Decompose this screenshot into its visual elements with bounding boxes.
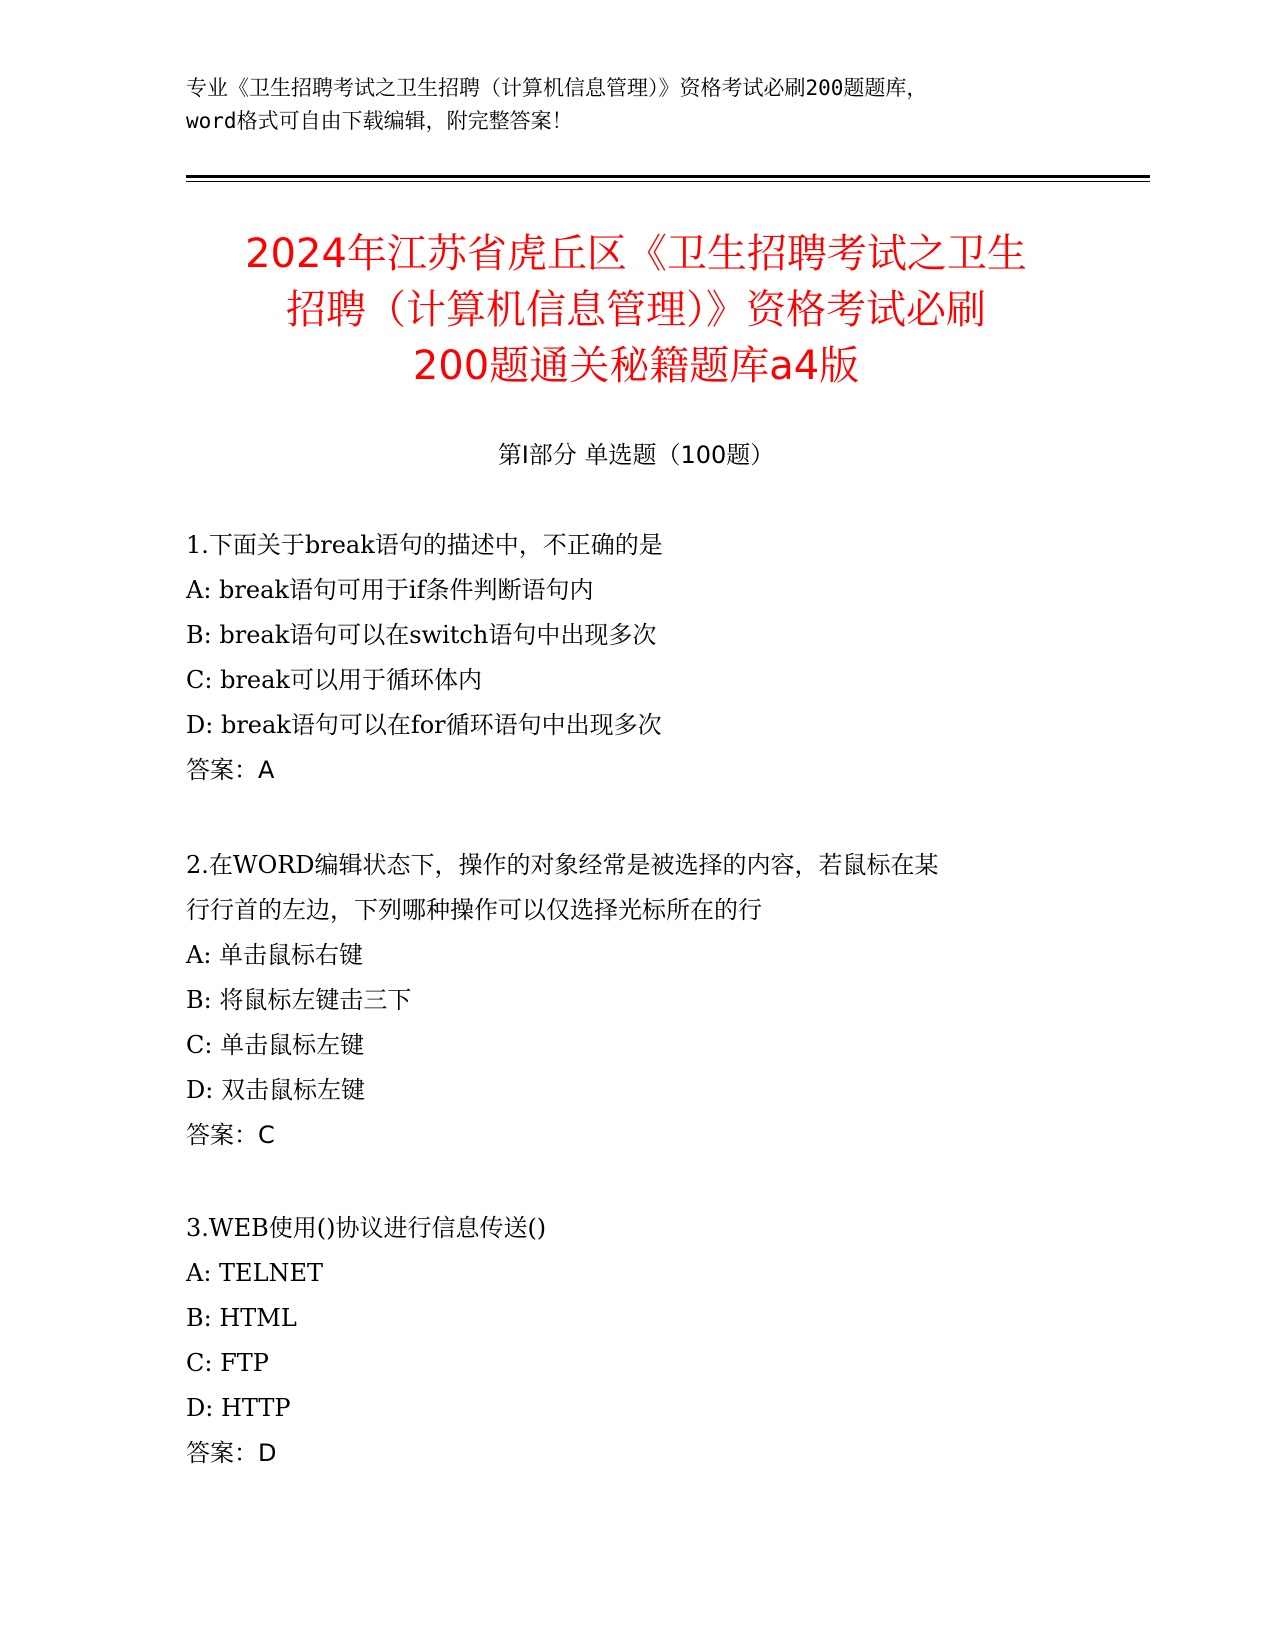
- option-c: C: 单击鼠标左键: [186, 1031, 365, 1059]
- answer: 答案：D: [186, 1439, 277, 1467]
- header-note-line: 专业《卫生招聘考试之卫生招聘（计算机信息管理）》资格考试必刷200题题库，: [186, 76, 928, 100]
- option-a: A: break语句可用于if条件判断语句内: [186, 576, 594, 604]
- option-a: A: TELNET: [186, 1259, 324, 1287]
- option-a: A: 单击鼠标右键: [186, 941, 364, 969]
- header-note: [186, 72, 1086, 138]
- option-d: D: 双击鼠标左键: [186, 1076, 365, 1104]
- header-note-line: word格式可自由下载编辑，附完整答案！: [186, 109, 573, 133]
- option-b: B: HTML: [186, 1304, 297, 1332]
- question-stem: 行行首的左边，下列哪种操作可以仅选择光标所在的行: [186, 896, 762, 924]
- answer: 答案：C: [186, 1121, 275, 1149]
- option-d: D: break语句可以在for循环语句中出现多次: [186, 711, 662, 739]
- title-line: 200题通关秘籍题库a4版: [412, 343, 860, 389]
- document-title: [186, 226, 1086, 394]
- question-stem: 2.在WORD编辑状态下，操作的对象经常是被选择的内容，若鼠标在某: [186, 851, 939, 879]
- option-b: B: 将鼠标左键击三下: [186, 986, 412, 1014]
- option-b: B: break语句可以在switch语句中出现多次: [186, 621, 657, 649]
- option-d: D: HTTP: [186, 1394, 291, 1422]
- question-block: [186, 523, 1086, 793]
- title-line: 2024年江苏省虎丘区《卫生招聘考试之卫生: [245, 231, 1027, 277]
- section-heading: 第I部分 单选题（100题）: [497, 441, 775, 469]
- question-block: [186, 843, 1086, 1158]
- question-stem: 1.下面关于break语句的描述中，不正确的是: [186, 531, 663, 559]
- title-line: 招聘（计算机信息管理）》资格考试必刷: [286, 287, 986, 333]
- question-block: [186, 1206, 1086, 1476]
- header-divider-thin: [186, 181, 1150, 182]
- answer: 答案：A: [186, 756, 275, 784]
- header-divider: [186, 175, 1150, 178]
- option-c: C: FTP: [186, 1349, 269, 1377]
- option-c: C: break可以用于循环体内: [186, 666, 482, 694]
- question-stem: 3.WEB使用()协议进行信息传送(): [186, 1214, 547, 1242]
